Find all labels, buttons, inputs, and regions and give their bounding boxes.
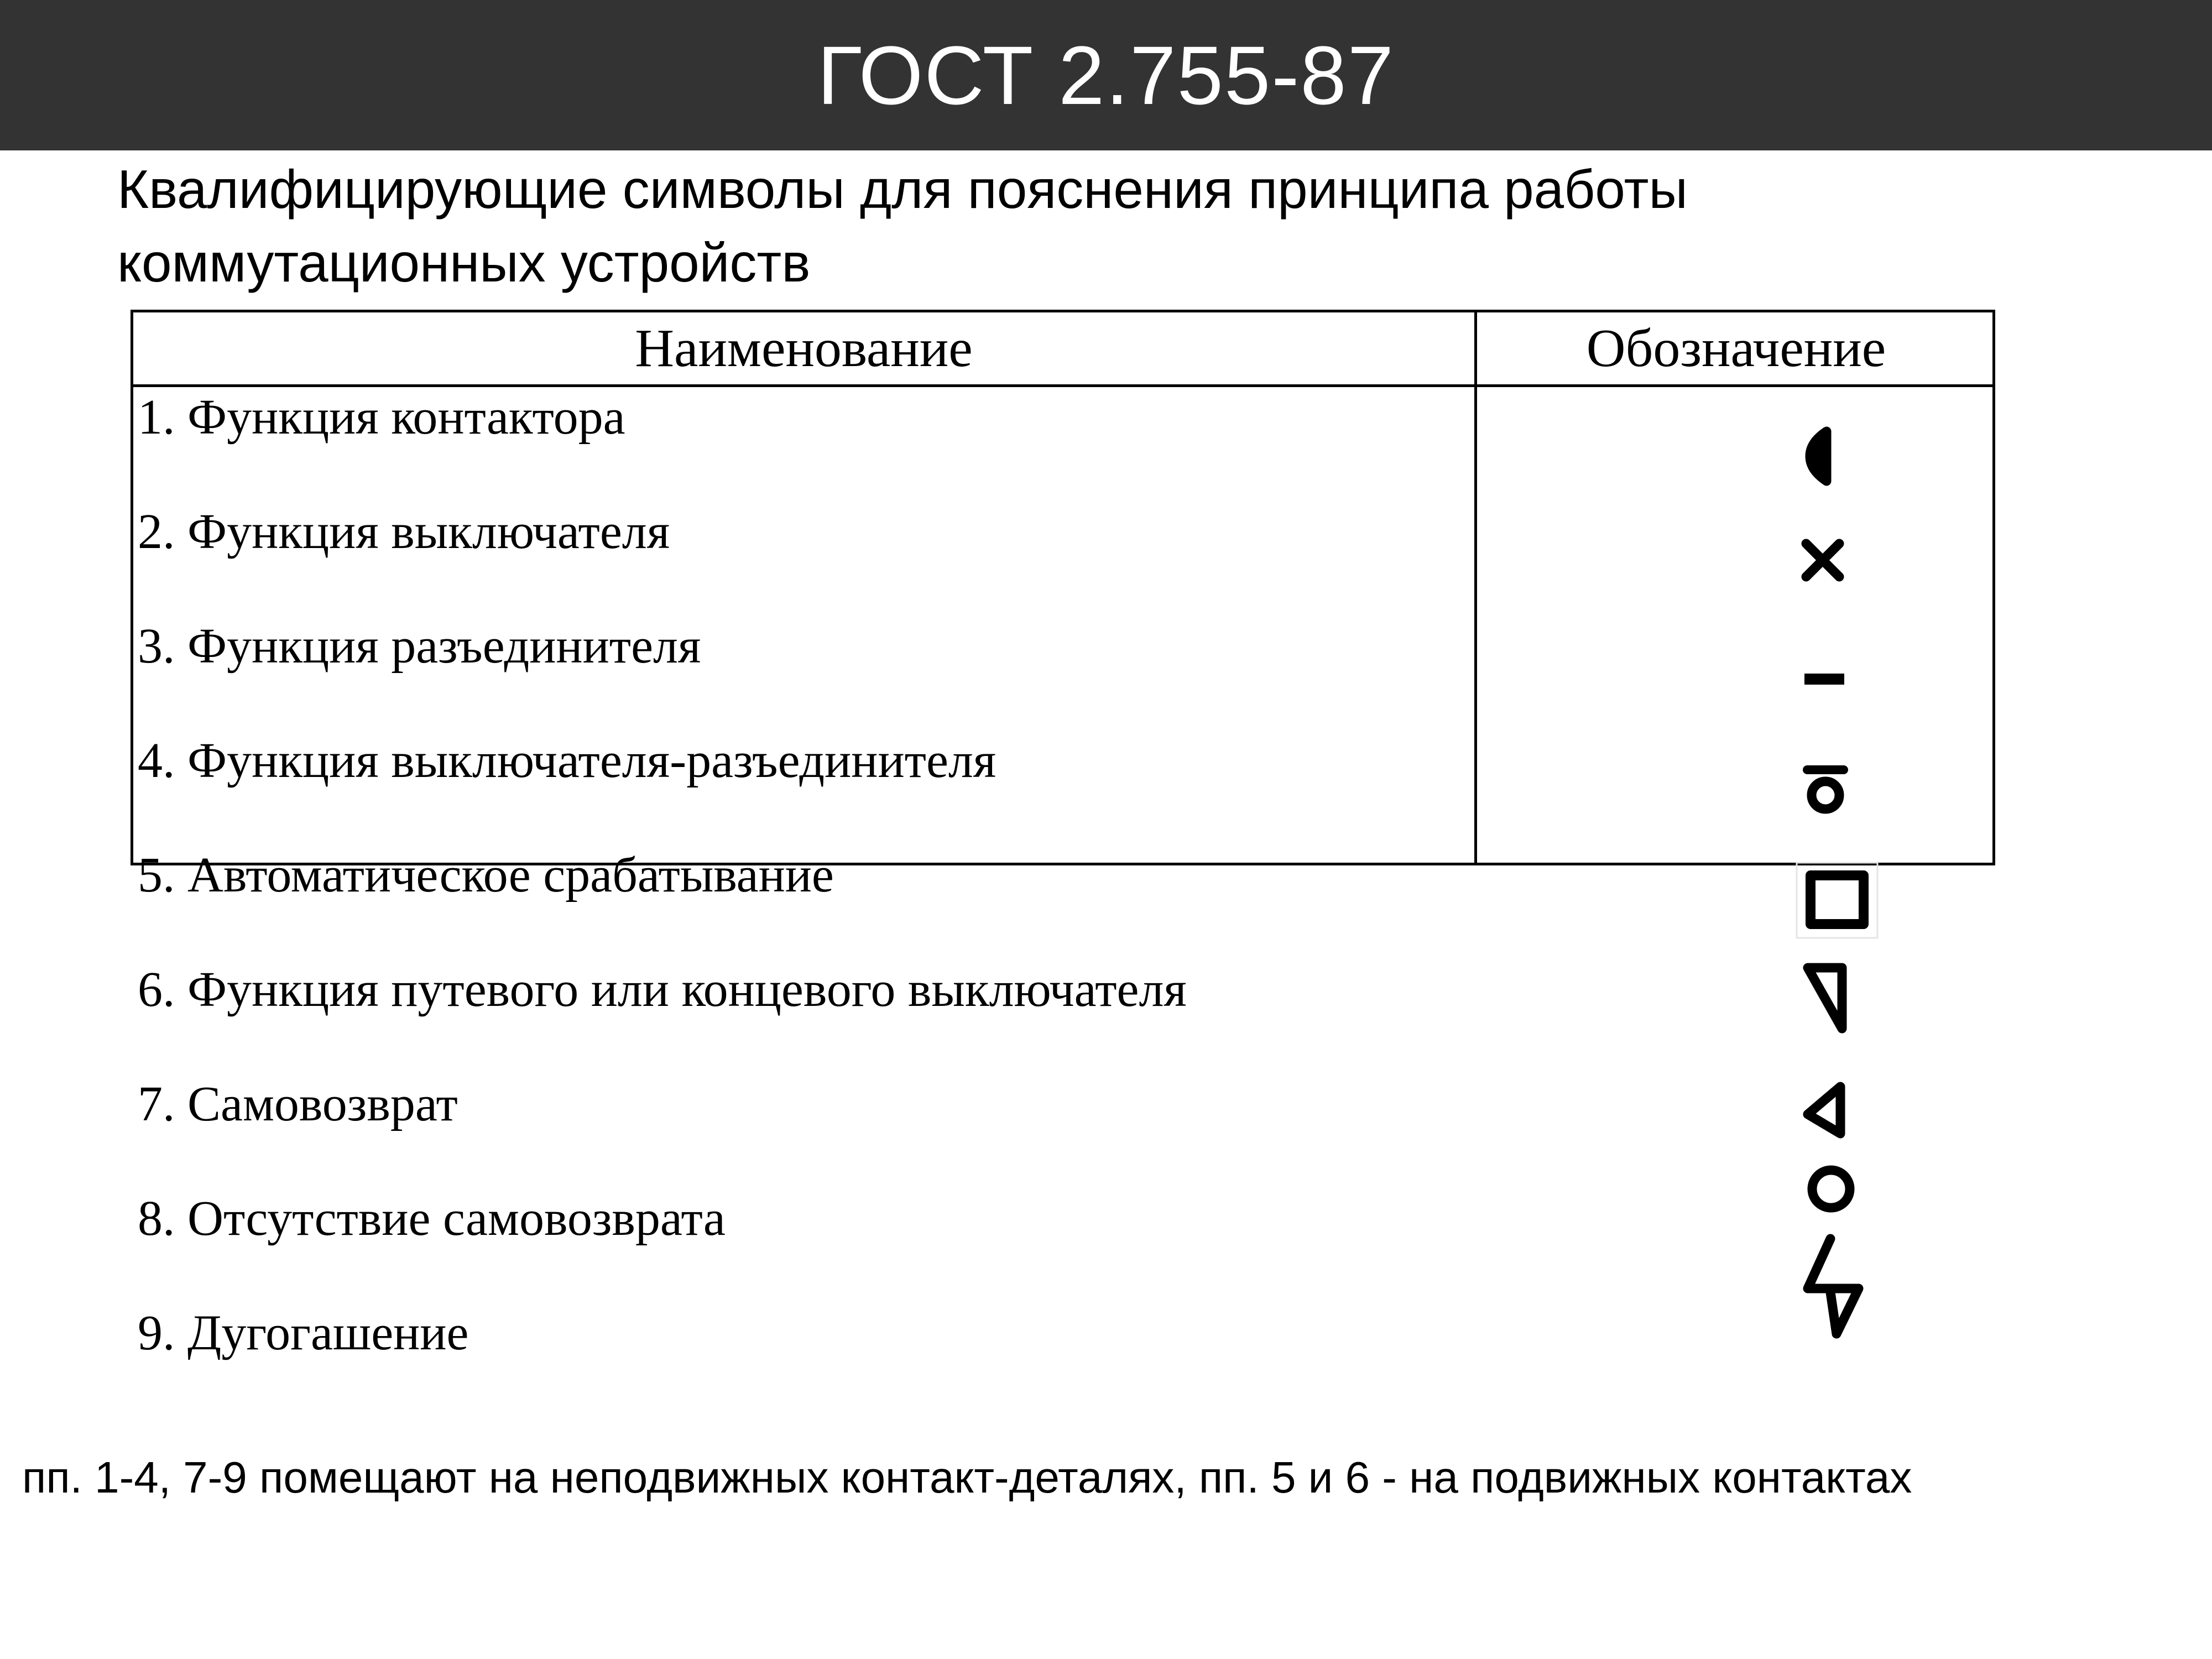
row-label-9: 9. Дугогашение (138, 1306, 469, 1360)
subtitle-line-2: коммутационных устройств (117, 232, 811, 293)
row-label-4: 4. Функция выключателя-разъединителя (138, 733, 997, 788)
self-return-triangle-symbol (1808, 1087, 1840, 1134)
limit-switch-triangle-symbol (1808, 968, 1842, 1029)
symbols-table (131, 310, 1995, 1360)
switch-disconnector-symbol (1807, 770, 1844, 809)
symbols-column (1477, 387, 1995, 1416)
row-label-5: 5. Автоматическое срабатывание (138, 848, 834, 902)
row-label-8: 8. Отсутствие самовозврата (138, 1191, 726, 1246)
arc-quenching-symbol (1808, 1239, 1859, 1334)
subtitle-line-1: Квалифицирующие символы для пояснения принципа работы (117, 159, 1688, 220)
column-header-symbol: Обозначение (1586, 319, 1886, 378)
column-header-name: Наименование (635, 319, 973, 378)
contactor-symbol (1810, 431, 1827, 481)
no-self-return-circle-symbol (1812, 1170, 1850, 1208)
row-label-6: 6. Функция путевого или концевого выключателя (138, 962, 1187, 1017)
row-label-3: 3. Функция разъединителя (138, 619, 701, 674)
footnote: пп. 1-4, 7-9 помещают на неподвижных контакт-деталях, пп. 5 и 6 - на подвижных контактах (22, 1453, 1912, 1502)
header-bar (0, 0, 2212, 150)
row-label-7: 7. Самовозврат (138, 1077, 458, 1131)
slide-title: ГОСТ 2.755-87 (817, 28, 1395, 122)
automatic-trip-square-symbol (1797, 863, 1877, 938)
row-label-1: 1. Функция контактора (138, 390, 625, 445)
subtitle (117, 153, 2108, 300)
breaker-cross-symbol (1806, 544, 1839, 577)
row-label-2: 2. Функция выключателя (138, 504, 670, 559)
